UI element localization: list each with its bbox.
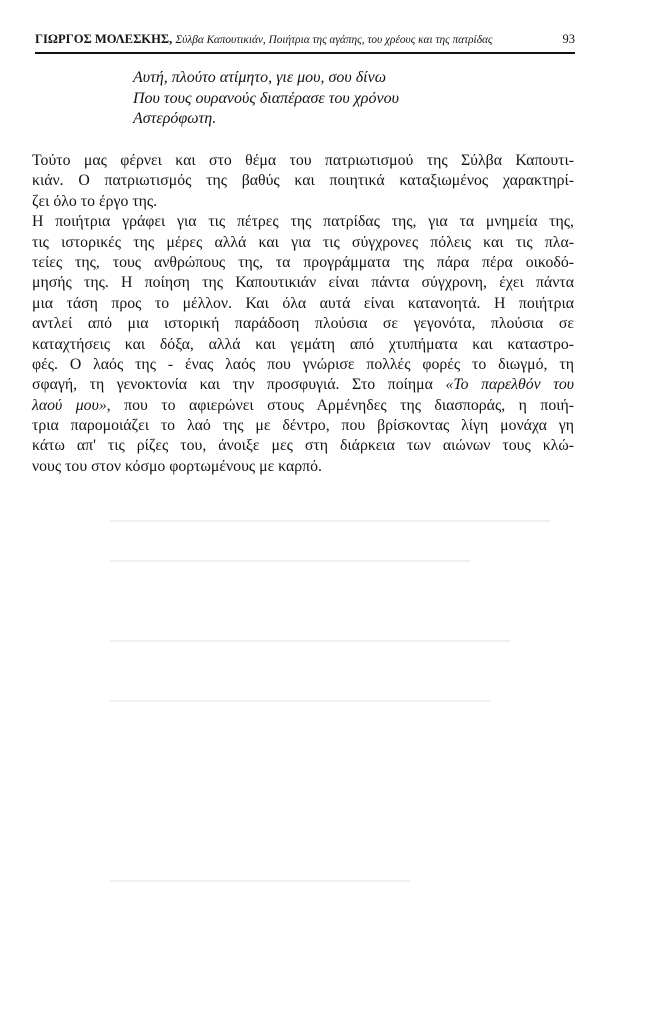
paragraph-2-line: κάτω απ' τις ρίζες του, άνοιξε μες στη διάρκεια των αιώνων τους κλώ- <box>32 437 574 455</box>
paragraph-2-line: Η ποιήτρια γράφει για τις πέτρες της πατρίδας της, για τα μνημεία της, <box>32 213 574 231</box>
paragraph-1-line: κιάν. Ο πατριωτισμός της βαθύς και ποιητικά καταξιωμένος χαρακτηρί- <box>32 172 574 190</box>
paragraph-2-line: καταχτήσεις και δόξα, αλλά και γεμάτη από χτυπήματα και καταστρο- <box>32 335 574 353</box>
paragraph-2-line: μια τάση προς το μέλλον. Και όλα αυτά είναι κατανοητά. Η ποιήτρια <box>32 294 574 312</box>
line-text: , που το αφιερώνει στους Αρμένηδες της διασποράς, η ποιή- <box>106 396 574 414</box>
poem-line: Αυτή, πλούτο ατίμητο, γιε μου, σου δίνω <box>133 69 387 86</box>
body-text <box>32 151 574 477</box>
paragraph-2-line: τις ιστορικές της μέρες αλλά και για τις σύγχρονες πόλεις και τις πλα- <box>32 233 574 251</box>
poem-excerpt <box>133 68 493 130</box>
paragraph-1-line: Τούτο μας φέρνει και στο θέμα του πατριωτισμού της Σύλβα Καπουτι- <box>32 152 574 169</box>
paragraph-2-line: μησής της. Η ποίηση της Καπουτικιάν είναι πάντα σύγχρονη, έχει πάντα <box>32 274 574 292</box>
poem-line: Αστερόφωτη. <box>133 110 217 127</box>
show-through-mark <box>110 560 470 562</box>
paragraph-2-line: νους του στον κόσμο φορτωμένους με καρπό. <box>32 457 322 475</box>
line-text: σφαγή, τη γενοκτονία και την προσφυγιά. Στο ποίημα <box>32 376 433 394</box>
show-through-mark <box>110 880 410 882</box>
show-through-mark <box>110 520 550 522</box>
paragraph-2-line: τρια παρομοιάζει το λαό της με δέντρο, που βρίσκοντας λίγη μονάχα γη <box>32 417 574 435</box>
paragraph-2-line <box>32 396 574 416</box>
show-through-mark <box>110 700 490 702</box>
paragraph-2-line: τείες της, τους ανθρώπους της, τα προγράμματα της πάρα πέρα οικοδό- <box>32 253 574 271</box>
show-through-mark <box>110 640 510 642</box>
paragraph-2-line: αντλεί από μια ιστορική παράδοση πλούσια σε γεγονότα, πλούσια σε <box>32 315 574 333</box>
header-author: ΓΙΩΡΓΟΣ ΜΟΛΕΣΚΗΣ, <box>35 32 173 46</box>
page-number: 93 <box>562 32 575 46</box>
running-header <box>35 31 575 49</box>
poem-title-start: «Το παρελθόν του <box>445 376 575 394</box>
poem-title-end: λαού μου» <box>32 396 107 414</box>
paragraph-2-line <box>32 375 574 395</box>
paragraph-1-line: ζει όλο το έργο της. <box>32 192 158 210</box>
header-rule <box>35 52 575 54</box>
paragraph-2-line: φές. Ο λαός της - ένας λαός που γνώρισε πολλές φορές το διωγμό, τη <box>32 355 574 373</box>
header-title: Σύλβα Καπουτικιάν, Ποιήτρια της αγάπης, του χρέους και της πατρίδας <box>175 34 493 46</box>
poem-line: Που τους ουρανούς διαπέρασε του χρόνου <box>133 89 399 107</box>
